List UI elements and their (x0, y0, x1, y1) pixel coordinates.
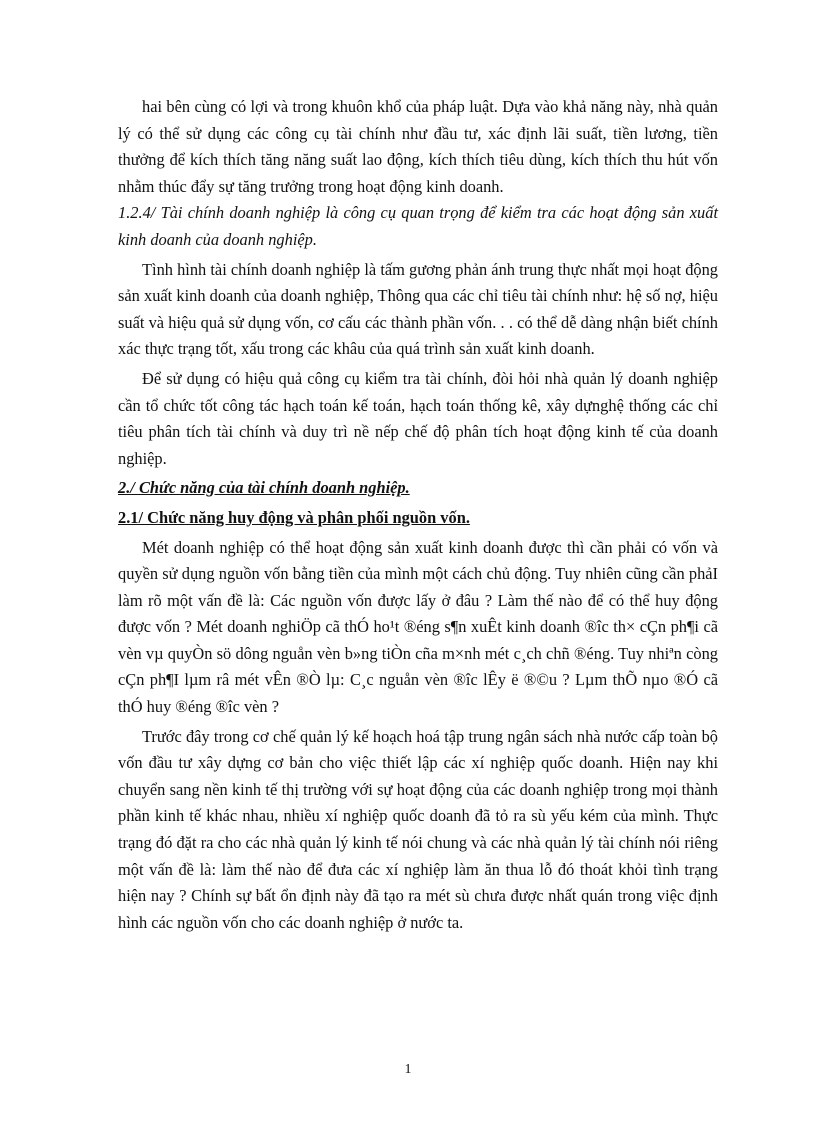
paragraph-intro-continuation: hai bên cùng có lợi và trong khuôn khổ của pháp luật. Dựa vào khả năng này, nhà quản lý có thể sử dụng các công cụ tài chính như đầu tư, xác định lãi suất, tiền lương, tiền thưởng để kích thích tăng năng suất lao động, kích thích tiêu dùng, kích thích thu hút vốn nhằm thúc đẩy sự tăng trưởng trong hoạt động kinh doanh. (118, 97, 718, 196)
heading-1-2-4: 1.2.4/ Tài chính doanh nghiệp là công cụ quan trọng để kiểm tra các hoạt động sản xuất kinh doanh của doanh nghiệp. (118, 203, 718, 249)
paragraph-financial-situation: Tình hình tài chính doanh nghiệp là tấm gương phản ánh trung thực nhất mọi hoạt động sản xuất kinh doanh của doanh nghiệp, Thông qua các chỉ tiêu tài chính như: hệ số nợ, hiệu suất và hiệu quả sử dụng vốn, cơ cấu các thành phần vốn. . . có thể dễ dàng nhận biết chính xác thực trạng tốt, xấu trong các khâu của quá trình sản xuất kinh doanh. (118, 259, 718, 359)
subsection-title-2-1: 2.1/ Chức năng huy động và phân phối nguồn vốn. (118, 507, 470, 527)
paragraph-capital-mobilization: Mét doanh nghiệp có thể hoạt động sản xuất kinh doanh được thì cần phải có vốn và quyền sử dụng nguồn vốn bằng tiền của mình một cách chủ động. Tuy nhiên cũng cần phảI làm rõ một vấn đề là: Các nguồn vốn được lấy ở đâu ? Làm thế nào để có thể huy động được vốn ? Mét doanh nghiÖp cã thÓ ho¹t ®éng s¶n xuÊt kinh doanh ®îc th× cÇn ph¶i cã vèn vµ quyÒn sö dông nguån vèn b»ng tiÒn cña m×nh mét c¸ch chñ ®éng. Tuy nhiªn còng cÇn ph¶I lµm râ mét vÊn ®Ò lµ: C¸c nguån vèn ®îc lÊy ë ®©u ? Lµm thÕ nµo ®Ó cã thÓ huy ®éng ®îc vèn ? (118, 537, 718, 717)
page-number: 1 (404, 1062, 412, 1077)
document-page (118, 94, 718, 936)
section-title-2: 2./ Chức năng của tài chính doanh nghiệp. (118, 478, 410, 498)
paragraph-financial-control: Để sử dụng có hiệu quả công cụ kiểm tra tài chính, đòi hỏi nhà quản lý doanh nghiệp cần tổ chức tốt công tác hạch toán kế toán, hạch toán thống kê, xây dựnghệ thống các chỉ tiêu phân tích tài chính và duy trì nề nếp chế độ phân tích hoạt động kinh tế của doanh nghiệp. (118, 368, 718, 468)
paragraph-planned-economy: Trước đây trong cơ chế quản lý kế hoạch hoá tập trung ngân sách nhà nước cấp toàn bộ vốn đầu tư xây dựng cơ bản cho việc thiết lập các xí nghiệp quốc doanh. Hiện nay khi chuyển sang nền kinh tế thị trường với sự hoạt động của các doanh nghiệp trong mọi thành phần kinh tế khác nhau, nhiều xí nghiệp quốc doanh đã tỏ ra sù yếu kém của mình. Thực trạng đó đặt ra cho các nhà quản lý kinh tế nói chung và các nhà quản lý tài chính nói riêng một vấn đề là: làm thế nào để đưa các xí nghiệp làm ăn thua lỗ đó thoát khỏi tình trạng hiện nay ? Chính sự bất ổn định này đã tạo ra mét sù chưa được nhất quán trong việc định hình các nguồn vốn cho các doanh nghiệp ở nước ta. (118, 726, 718, 932)
